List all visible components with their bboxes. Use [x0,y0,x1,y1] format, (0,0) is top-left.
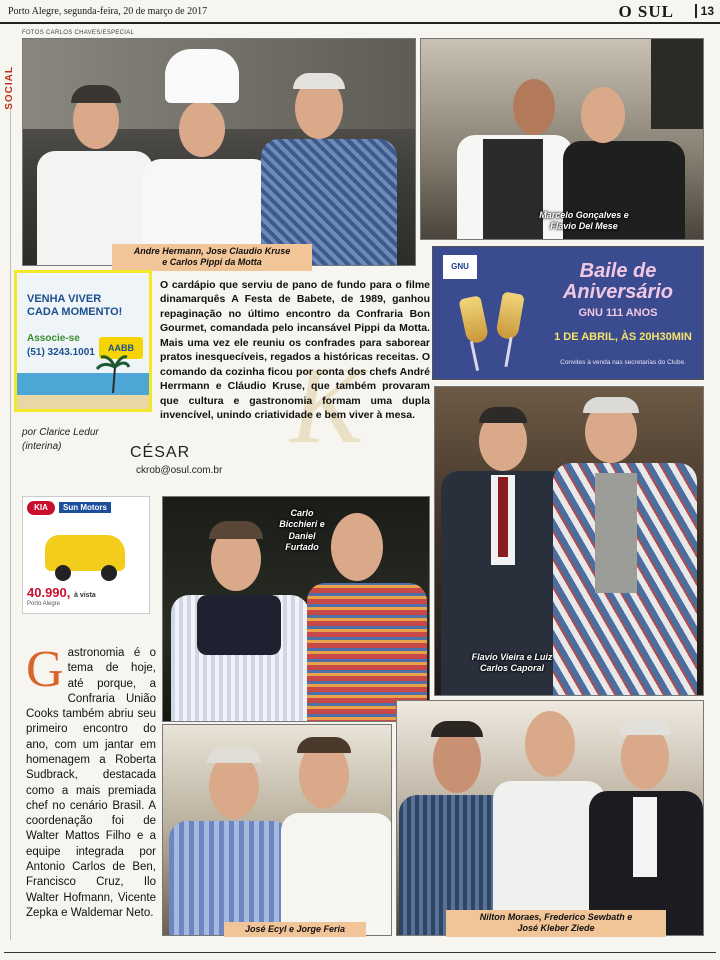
dealer-name: Sun Motors [59,502,111,513]
caption-chefs: Andre Hermann, Jose Claudio Kruse e Carlos Pippi da Motta [112,244,312,271]
club-logo: GNU [443,255,477,279]
body-column-text: astronomia é o tema de hoje, até porque, a Confraria União Cooks também abriu seu primeiro encontro do ano, com um jantar em homenagem a Roberta Sudbrack, destacada como a mais premiada chef no cenário Brasil. A coordenação foi de Walter Mattos Filho e a equipe integrada por Antonio Carlos de Ben, Francisco Cruz, Ilo Walter Hofmann, Vicente Zepka e Waldemar Neto. [26,647,156,919]
masthead: O SUL [618,2,674,21]
caption-marcelo-flavio: Marcelo Gonçalves e Flávio Del Mese [539,210,629,232]
dropcap: G [26,641,64,698]
event-date: 1 DE ABRIL, ÀS 20H30MIN [554,331,692,343]
caption-jose-jorge: José Ecyl e Jorge Feria [224,922,366,937]
aabb-logo: AABB [99,337,143,359]
caption-nilton-frederico-jose: Nilton Moraes, Frederico Sewbath e José Kleber Ziede [446,910,666,937]
ad-headline-line1: VENHA VIVER [27,293,102,305]
champagne-glass-icon [495,291,525,340]
page-header [0,0,720,24]
photo-nilton-frederico-jose [396,700,704,936]
event-title: Baile de Aniversário [562,260,674,303]
kia-logo: KIA [27,501,55,515]
price-value: 40.990, [27,585,71,600]
glass-stem [504,337,512,367]
section-label: SOCIAL [4,66,15,110]
byline-note: (interina) [22,440,62,452]
ad-headline [27,293,122,319]
photo-chefs [22,38,416,266]
aabb-advertisement[interactable] [14,270,152,412]
price-suffix: à vista [74,592,96,599]
event-note: Convites à venda nas secretarias do Clube. [560,359,686,366]
event-advertisement[interactable] [432,246,704,380]
ad-cta: Associe-se [27,333,80,344]
car-advertisement[interactable] [22,496,150,614]
glass-stem [470,341,479,371]
caption-flavio-luiz: Flavio Vieira e Luiz Carlos Caporal [471,652,553,674]
car-fine-print: Porto Alegre [27,601,61,607]
event-subtitle: GNU 111 ANOS [578,307,658,319]
wheel-icon [101,565,117,581]
car-price [27,585,96,600]
lead-paragraph: O cardápio que serviu de pano de fundo para o filme dinamarquês A Festa de Babete, de 1989, ganhou repaginação no último encontro da Confraria Bon Gourmet, comandada pelo incansável Pippi da Motta. Mais uma vez ele reuniu os confrades para saborear pratos inesquecíveis, regados a históricas receitas. O comando da cozinha ficou por conta dos chefs André Herrmann e Cláudio Kruse, que também provaram que cultura e gastronomia formam uma dupla invencível, unindo criatividade e bem viver à mesa. [160,279,430,422]
body-column [26,641,156,921]
wheel-icon [55,565,71,581]
columnist-email[interactable]: ckrob@osul.com.br [136,465,223,476]
dateline: Porto Alegre, segunda-feira, 20 de março de 2017 [8,6,208,17]
decorative-letter: K [290,344,364,466]
section-rule [10,110,11,940]
columnist-name: CÉSAR [130,444,191,461]
ad-headline-line2: CADA MOMENTO! [27,306,123,319]
byline-author: por Clarice Ledur [22,427,99,438]
champagne-glass-icon [458,295,489,345]
photo-jose-jorge [162,724,392,936]
caption-carlo-daniel: Carlo Bicchieri e Daniel Furtado [279,508,325,552]
page-number: 13 [695,4,714,18]
bottom-rule [4,952,716,953]
palm-tree-icon [95,353,131,393]
section-bar [4,30,18,950]
sand-illustration [17,395,149,409]
byline [22,426,99,453]
photo-credit: FOTOS CARLOS CHAVES/ESPECIAL [22,30,135,36]
ad-phone: (51) 3243.1001 [27,347,95,358]
